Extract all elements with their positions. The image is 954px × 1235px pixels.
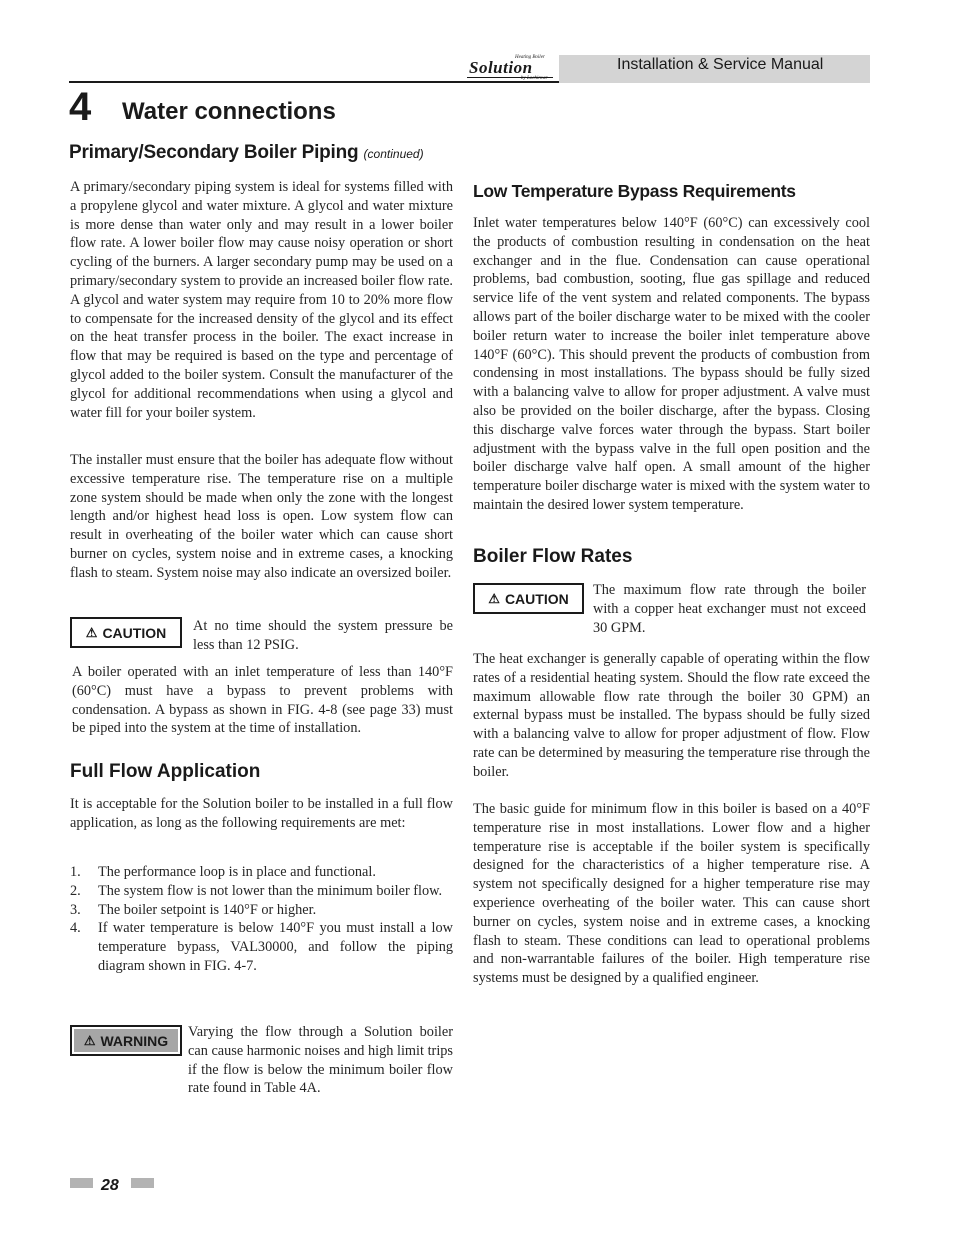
solution-logo [463,55,559,83]
boiler-flow-rates-heading: Boiler Flow Rates [473,546,633,567]
bypass-requirements-paragraph [473,214,870,515]
paragraph-text: Inlet water temperatures below 140°F (60°C) can excessively cool the products of combustion resulting in condensation on the heat exchanger and in the flue. Condensation can cause operational problems, bad combustion, sooting, flue gas spillage and reduced service life of the vent system and related components. The bypass allows part of the boiler discharge water to be mixed with the cooler boiler return water to increase the boiler inlet temperature above 140°F (60°C). This should prevent the products of combustion from condensing in most installations. The bypass should be fully sized with a balancing valve to allow for proper adjustment. A valve must also be provided on the boiler discharge, after the bypass. Closing this discharge valve forces water through the bypass. Start boiler adjustment with the bypass valve in the full open position and the boiler discharge valve half open. A small amount of the higher temperature boiler discharge water is mixed with the system water to maintain the desired lower system temperature. [473,215,870,513]
full-flow-intro [70,795,453,833]
minimum-flow-paragraph [473,800,870,988]
footer-bar-right [131,1178,154,1188]
list-item-text: The performance loop is in place and functional. [98,864,376,880]
warning-label: WARNING [100,1032,169,1049]
list-item [70,901,453,920]
bypass-requirements-heading: Low Temperature Bypass Requirements [473,181,796,201]
warning-badge [70,1025,182,1056]
page-number: 28 [101,1177,119,1194]
list-item-text: The system flow is not lower than the minimum boiler flow. [98,882,443,899]
caution-label: CAUTION [504,590,569,607]
requirements-list [70,863,453,976]
caution-badge [70,617,182,648]
list-item-text: If water temperature is below 140°F you must install a low temperature bypass, VAL30000, and follow the piping diagram shown in FIG. 4-7. [98,920,453,974]
warning-triangle-icon: ⚠ [85,624,98,640]
section-continued-note: (continued) [363,147,424,161]
logo-tagline: Heating Boiler [515,55,545,60]
manual-title: Installation & Service Manual [617,56,824,73]
chapter-title: Water connections [122,98,336,125]
warning-triangle-icon: ⚠ [488,590,500,606]
paragraph-text: It is acceptable for the Solution boiler to be installed in a full flow application, as long as the following requirements are met: [70,796,453,831]
flow-paragraph [70,451,453,583]
logo-wordmark: Solution [469,58,533,77]
glycol-paragraph [70,178,453,422]
paragraph-text: The installer must ensure that the boiler has adequate flow without excessive temperature rise. The temperature rise on a multiple zone system should be made when only the zone with the longest length and/or highest head loss is open. Low system flow can result in overheating of the boiler water which can cause short burner on cycles, system noise and in extreme cases, a knocking flash to steam. System noise may also indicate an oversized boiler. [70,452,453,581]
full-flow-heading: Full Flow Application [70,761,261,782]
list-item-number: 4. [70,920,81,937]
warning-triangle-icon: ⚠ [83,1032,96,1048]
warning-text: Varying the flow through a Solution boiler can cause harmonic noises and high limit trips if the flow is below the minimum boiler flow rate found in Table 4A. [188,1024,453,1097]
list-item-number: 2. [70,882,81,899]
bypass-paragraph [72,663,453,738]
footer-bar-left [70,1178,93,1188]
list-item [70,919,453,975]
caution-label: CAUTION [102,624,167,641]
chapter-number: 4 [69,85,92,129]
paragraph-text: The heat exchanger is generally capable of operating within the flow rates of a residential heating system. Should the flow rate exceed the maximum allowable flow rate through the boiler 30 GPM) an external bypass must be installed. The bypass should be fully sized with a balancing valve to allow for proper adjustment of flow. Flow rate can be determined by measuring the temperature rise through the boiler. [473,651,870,780]
list-item-text: The boiler setpoint is 140°F or higher. [98,901,317,918]
section-title-text: Primary/Secondary Boiler Piping [69,142,359,163]
list-item [70,882,453,901]
list-item [70,863,453,882]
caution-text: The maximum flow rate through the boiler with a copper heat exchanger must not exceed 30 GPM. [593,582,866,636]
section-title [69,141,424,166]
caution-text: At no time should the system pressure be less than 12 PSIG. [193,618,453,653]
paragraph-text: The basic guide for minimum flow in this boiler is based on a 40°F temperature rise in most installations. Lower flow and a higher temperature rise is acceptable if the boiler system is specifically designed for the characteristics of a higher temperature rise. A system not specifically designed for a higher temperature rise may experience overheating of the boiler water. This can cause short burner on cycles, system noise and in extreme cases, a knocking flash to steam. These conditions can lead to operational problems and non-warrantable failures of the boiler. High temperature rise systems must be designed by a qualified engineer. [473,801,870,987]
caution-badge [473,583,584,614]
paragraph-text: A boiler operated with an inlet temperature of less than 140°F (60°C) must have a bypass to prevent problems with condensation. A bypass as shown in FIG. 4-8 (see page 33) must be piped into the system at the time of installation. [72,664,453,737]
paragraph-text: A primary/secondary piping system is ideal for systems filled with a propylene glycol and water mixture. A glycol and water mixture is more dense than water only and may result in a lower boiler flow rate. A lower boiler flow may cause noisy operation or short cycling of the burners. A larger secondary pump may be used on a primary/secondary system to provide an increased boiler flow rate. A glycol and water system may require from 10 to 20% more flow to compensate for the increased density of the glycol and its effect on the heat transfer process in the boiler. The exact increase in flow that may be required is based on the type and percentage of glycol added to the boiler system. Consult the manufacturer of the glycol for additional recommendations when using a glycol and water fill for your boiler system. [70,179,453,421]
flow-rates-paragraph [473,650,870,782]
logo-byline: by Lochinvar [521,76,548,81]
list-item-number: 1. [70,864,81,880]
list-item-number: 3. [70,901,81,918]
